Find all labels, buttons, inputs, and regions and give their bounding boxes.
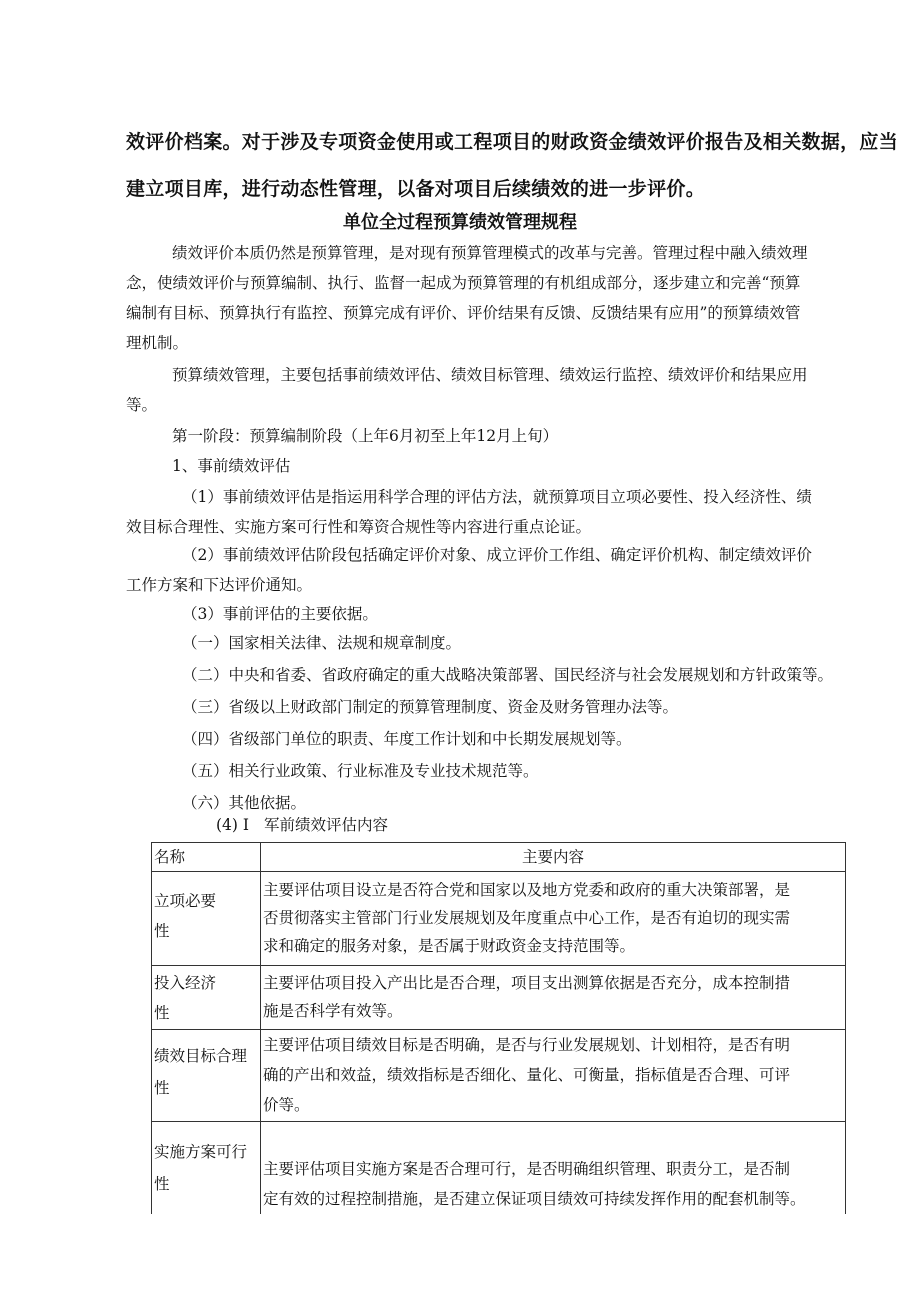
row-name: [152, 1030, 261, 1122]
row-content-line: 施是否科学有效等。: [263, 1002, 403, 1020]
row-name-line: 性: [154, 1175, 170, 1193]
row-name: [152, 966, 261, 1030]
item-1-line-2: 效目标合理性、实施方案可行性和筹资合规性等内容进行重点论证。: [126, 518, 592, 536]
intro-line-2: 建立项目库，进行动态性管理，以备对项目后续绩效的进一步评价。: [126, 178, 706, 200]
table-caption: 军前绩效评估内容: [264, 816, 389, 834]
row-content: [261, 872, 846, 966]
row-name-line: 性: [154, 1079, 170, 1097]
row-content: [261, 1030, 846, 1122]
row-name: [152, 1122, 261, 1215]
pre-assessment-table: [151, 842, 846, 1214]
row-content: [261, 1122, 846, 1215]
intro-line-1: 效评价档案。对于涉及专项资金使用或工程项目的财政资金绩效评价报告及相关数据，应当: [126, 131, 899, 153]
row-name-line: 性: [154, 1004, 170, 1022]
row-content-line: 主要评估项目设立是否符合党和国家以及地方党委和政府的重大决策部署，是: [263, 881, 791, 899]
row-content-line: 价等。: [263, 1096, 310, 1114]
table-row: [152, 966, 846, 1030]
para-1-line-2: 念，使绩效评价与预算编制、执行、监督一起成为预算管理的有机组成部分，逐步建立和完善“预算: [126, 274, 801, 292]
document-title: 单位全过程预算绩效管理规程: [343, 212, 577, 233]
row-name-line: 投入经济: [154, 974, 217, 992]
para-1-line-3: 编制有目标、预算执行有监控、预算完成有评价、评价结果有反馈、反馈结果有应用”的预算绩效管: [126, 304, 801, 322]
row-name-line: 实施方案可行: [154, 1143, 248, 1161]
para-1-line-1: 绩效评价本质仍然是预算管理，是对现有预算管理模式的改革与完善。管理过程中融入绩效理: [172, 244, 808, 262]
row-content-line: 求和确定的服务对象，是否属于财政资金支持范围等。: [263, 937, 636, 955]
item-1-line-1: （1）事前绩效评估是指运用科学合理的评估方法，就预算项目立项必要性、投入经济性、绩: [182, 488, 812, 506]
basis-6: （六）其他依据。: [182, 794, 307, 812]
row-content-line: 确的产出和效益，绩效指标是否细化、量化、可衡量，指标值是否合理、可评: [263, 1066, 791, 1084]
row-content-line: 主要评估项目绩效目标是否明确，是否与行业发展规划、计划相符，是否有明: [263, 1036, 791, 1054]
basis-2: （二）中央和省委、省政府确定的重大战略决策部署、国民经济与社会发展规划和方针政策等。: [182, 666, 834, 684]
row-name-line: 绩效目标合理: [154, 1047, 248, 1065]
para-1-line-4: 理机制。: [126, 334, 189, 352]
section-1-heading: 1、事前绩效评估: [172, 457, 291, 475]
row-name-line: 性: [154, 922, 170, 940]
item-2-line-1: （2）事前绩效评估阶段包括确定评价对象、成立评价工作组、确定评价机构、制定绩效评价: [182, 546, 812, 564]
item-3: （3）事前评估的主要依据。: [182, 605, 378, 623]
table-row: [152, 1030, 846, 1122]
basis-1: （一）国家相关法律、法规和规章制度。: [182, 634, 462, 652]
para-2-line-2: 等。: [126, 396, 158, 414]
row-content-line: 主要评估项目实施方案是否合理可行，是否明确组织管理、职责分工，是否制: [263, 1160, 791, 1178]
basis-5: （五）相关行业政策、行业标准及专业技术规范等。: [182, 762, 539, 780]
item-2-line-2: 工作方案和下达评价通知。: [126, 576, 313, 594]
row-content: [261, 966, 846, 1030]
row-content-line: 定有效的过程控制措施，是否建立保证项目绩效可持续发挥作用的配套机制等。: [263, 1190, 806, 1208]
header-content: 主要内容: [261, 843, 846, 872]
header-name: 名称: [152, 843, 261, 872]
table-row: [152, 872, 846, 966]
row-content-line: 否贯彻落实主管部门行业发展规划及年度重点中心工作，是否有迫切的现实需: [263, 909, 791, 927]
basis-3: （三）省级以上财政部门制定的预算管理制度、资金及财务管理办法等。: [182, 698, 679, 716]
row-name: [152, 872, 261, 966]
stage-1-heading: 第一阶段：预算编制阶段（上年6月初至上年12月上旬）: [172, 427, 559, 445]
table-header-row: [152, 843, 846, 872]
para-2-line-1: 预算绩效管理，主要包括事前绩效评估、绩效目标管理、绩效运行监控、绩效评价和结果应用: [172, 366, 808, 384]
basis-4: （四）省级部门单位的职责、年度工作计划和中长期发展规划等。: [182, 730, 632, 748]
row-name-line: 立项必要: [154, 892, 217, 910]
table-row: [152, 1122, 846, 1215]
table-caption-left: (4) I: [216, 816, 250, 834]
row-content-line: 主要评估项目投入产出比是否合理，项目支出测算依据是否充分，成本控制措: [263, 974, 791, 992]
